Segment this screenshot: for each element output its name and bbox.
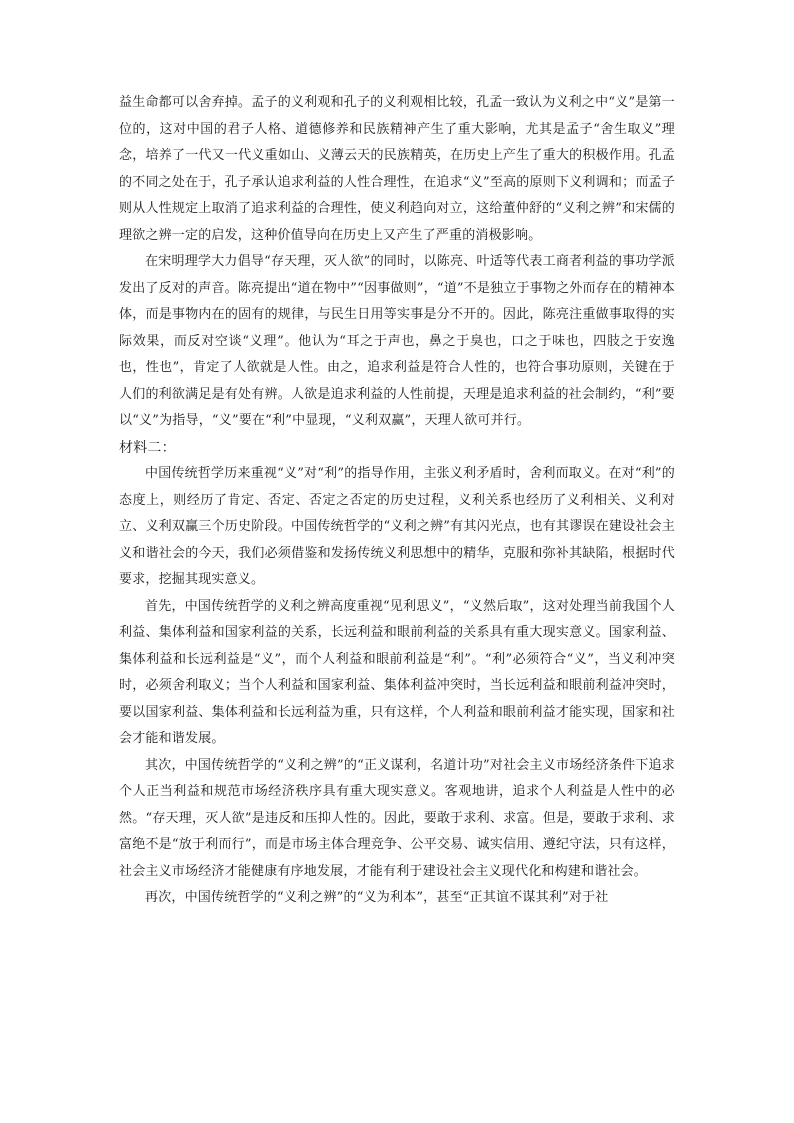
document-page bbox=[119, 90, 675, 912]
paragraph-song-ming-lixue: 在宋明理学大力倡导“存天理，灭人欲”的同时，以陈亮、叶适等代表工商者利益的事功学派发出了反对的声音。陈亮提出“道在物中”“因事做则”，“道”不是独立于事物之外而存在的精神本体，而是事物内在的固有的规律，与民生日用等实事是分不开的。因此，陈亮注重做事取得的实际效果，而反对空谈“义理”。他认为“耳之于声也，鼻之于臭也，口之于味也，四肢之于安逸也，性也”，肯定了人欲就是人性。由之，追求利益是符合人性的，也符合事功原则，关键在于人们的利欲满足是有处有辨。人欲是追求利益的人性前提，天理是追求利益的社会制约，“利”要以“义”为指导，“义”要在“利”中显现，“义利双赢”，天理人欲可并行。 bbox=[119, 254, 675, 428]
paragraph-second: 其次，中国传统哲学的“义利之辨”的“正义谋利，名道计功”对社会主义市场经济条件下追求个人正当利益和规范市场经济秩序具有重大现实意义。客观地讲，追求个人利益是人性中的必然。“存天理，灭人欲”是违反和压抑人性的。因此，要敢于求利、求富。但是，要敢于求利、求富绝不是“放于利而行”，而是市场主体合理竞争、公平交易、诚实信用、遵纪守法，只有这样，社会主义市场经济才能健康有序地发展，才能有利于建设社会主义现代化和构建和谐社会。 bbox=[119, 757, 675, 879]
paragraph-traditional-philosophy: 中国传统哲学历来重视“义”对“利”的指导作用，主张义利矛盾时，舍利而取义。在对“利”的态度上，则经历了肯定、否定、否定之否定的历史过程，义利关系也经历了义利相关、义利对立、义利双赢三个历史阶段。中国传统哲学的“义利之辨”有其闪光点，也有其谬误在建设社会主义和谐社会的今天，我们必须借鉴和发扬传统义利思想中的精华，克服和弥补其缺陷，根据时代要求，挖掘其现实意义。 bbox=[119, 466, 675, 587]
section-heading-material-two: 材料二： bbox=[119, 439, 176, 456]
paragraph-third: 再次，中国传统哲学的“义利之辨”的“义为利本”，甚至“正其谊不谋其利”对于社 bbox=[145, 890, 609, 905]
paragraph-first: 首先，中国传统哲学的义利之辨高度重视“见利思义”，“义然后取”，这对处理当前我国个人利益、集体利益和国家利益的关系，长远利益和眼前利益的关系具有重大现实意义。国家利益、集体利益和长远利益是“义”，而个人利益和眼前利益是“利”。“利”必须符合“义”，当义利冲突时，必须舍利取义；当个人利益和国家利益、集体利益冲突时，当长远利益和眼前利益冲突时，要以国家利益、集体利益和长远利益为重，只有这样，个人利益和眼前利益才能实现，国家和社会才能和谐发展。 bbox=[119, 598, 675, 746]
paragraph-continuation: 益生命都可以舍弃掉。孟子的义利观和孔子的义利观相比较，孔孟一致认为义利之中“义”是第一位的，这对中国的君子人格、道德修养和民族精神产生了重大影响，尤其是孟子“舍生取义”理念，培养了一代又一代义重如山、义薄云天的民族精英，在历史上产生了重大的积极作用。孔孟的不同之处在于，孔子承认追求利益的人性合理性，在追求“义”至高的原则下义利调和；而孟子则从人性规定上取消了追求利益的合理性，使义利趋向对立，这给董仲舒的“义利之辨”和宋儒的理欲之辨一定的启发，这种价值导向在历史上又产生了严重的消极影响。 bbox=[119, 95, 675, 243]
